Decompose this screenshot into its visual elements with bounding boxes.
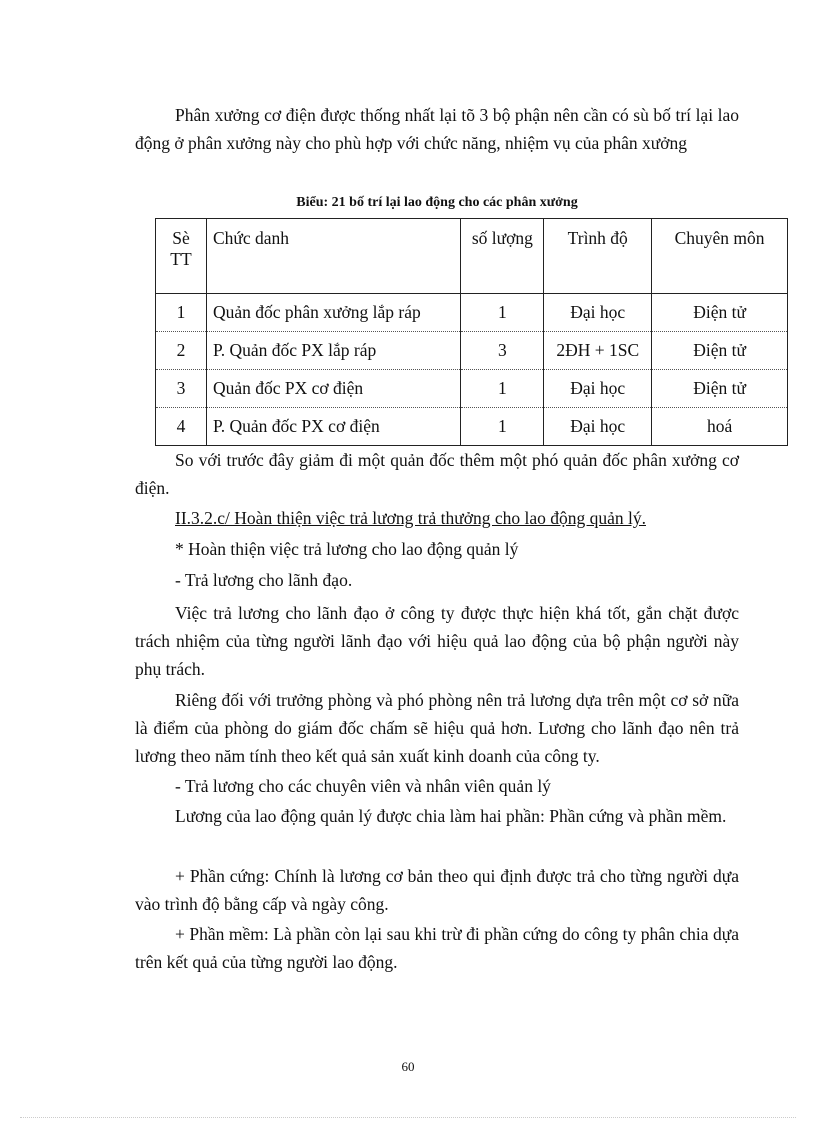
cell-chuyen-mon: Điện tử xyxy=(652,332,788,370)
cell-so-luong: 1 xyxy=(461,370,544,408)
salary-parts-paragraph: Lương của lao động quản lý được chia làm hai phần: Phần cứng và phần mềm. xyxy=(175,806,727,826)
cell-stt: 2 xyxy=(156,332,207,370)
cell-stt: 1 xyxy=(156,294,207,332)
cell-trinh-do: Đại học xyxy=(544,408,652,446)
header-so-luong: số lượng xyxy=(461,219,544,294)
table-row xyxy=(156,332,788,370)
cell-so-luong: 3 xyxy=(461,332,544,370)
hard-part-paragraph: + Phần cứng: Chính là lương cơ bản theo qui định được trả cho từng người dựa vào trình độ bằng cấp và ngày công. xyxy=(135,866,739,914)
cell-so-luong: 1 xyxy=(461,294,544,332)
comparison-paragraph: So với trước đây giảm đi một quản đốc thêm một phó quản đốc phân xưởng cơ điện. xyxy=(135,450,739,498)
cell-chuc-danh: Quản đốc PX cơ điện xyxy=(206,370,460,408)
cell-trinh-do: 2ĐH + 1SC xyxy=(544,332,652,370)
labor-allocation-table xyxy=(155,218,788,446)
bullet-salary-management: * Hoàn thiện việc trả lương cho lao động quản lý xyxy=(175,539,519,559)
intro-paragraph: Phân xưởng cơ điện được thống nhất lại tõ 3 bộ phận nên cần có sù bố trí lại lao động ở phân xưởng này cho phù hợp với chức năng, nhiệm vụ của phân xưởng xyxy=(135,105,739,153)
leader-salary-paragraph: Việc trả lương cho lãnh đạo ở công ty được thực hiện khá tốt, gắn chặt được trách nhiệm của từng người lãnh đạo với hiệu quả lao động của bộ phận người này phụ trách. xyxy=(135,603,739,679)
table-header-row xyxy=(156,219,788,294)
cell-chuyen-mon: Điện tử xyxy=(652,294,788,332)
header-chuc-danh: Chức danh xyxy=(206,219,460,294)
header-chuyen-mon: Chuyên môn xyxy=(652,219,788,294)
table-caption: Biểu: 21 bố trí lại lao động cho các phân xưởng xyxy=(296,195,578,210)
table-row xyxy=(156,294,788,332)
cell-chuc-danh: P. Quản đốc PX cơ điện xyxy=(206,408,460,446)
table-row xyxy=(156,370,788,408)
header-stt: Sè TT xyxy=(156,219,207,294)
cell-chuc-danh: P. Quản đốc PX lắp ráp xyxy=(206,332,460,370)
cell-trinh-do: Đại học xyxy=(544,370,652,408)
dash-salary-staff: - Trả lương cho các chuyên viên và nhân viên quản lý xyxy=(175,776,551,796)
cell-chuc-danh: Quản đốc phân xưởng lắp ráp xyxy=(206,294,460,332)
department-head-paragraph: Riêng đối với trưởng phòng và phó phòng nên trả lương dựa trên một cơ sở nữa là điểm của phòng do giám đốc chấm sẽ hiệu quả hơn. Lương cho lãnh đạo nên trả lương theo năm tính theo kết quả sản xuất kinh doanh của công ty. xyxy=(135,690,739,766)
page-bottom-divider xyxy=(20,1117,796,1118)
cell-so-luong: 1 xyxy=(461,408,544,446)
page-number: 60 xyxy=(401,1059,415,1074)
header-trinh-do: Trình độ xyxy=(544,219,652,294)
cell-chuyen-mon: Điện tử xyxy=(652,370,788,408)
cell-chuyen-mon: hoá xyxy=(652,408,788,446)
soft-part-paragraph: + Phần mềm: Là phần còn lại sau khi trừ đi phần cứng do công ty phân chia dựa trên kết quả của từng người lao động. xyxy=(135,924,739,972)
cell-stt: 4 xyxy=(156,408,207,446)
section-heading: II.3.2.c/ Hoàn thiện việc trả lương trả thưởng cho lao động quản lý. xyxy=(175,508,646,528)
cell-stt: 3 xyxy=(156,370,207,408)
dash-salary-leaders: - Trả lương cho lãnh đạo. xyxy=(175,570,353,590)
cell-trinh-do: Đại học xyxy=(544,294,652,332)
table-row xyxy=(156,408,788,446)
